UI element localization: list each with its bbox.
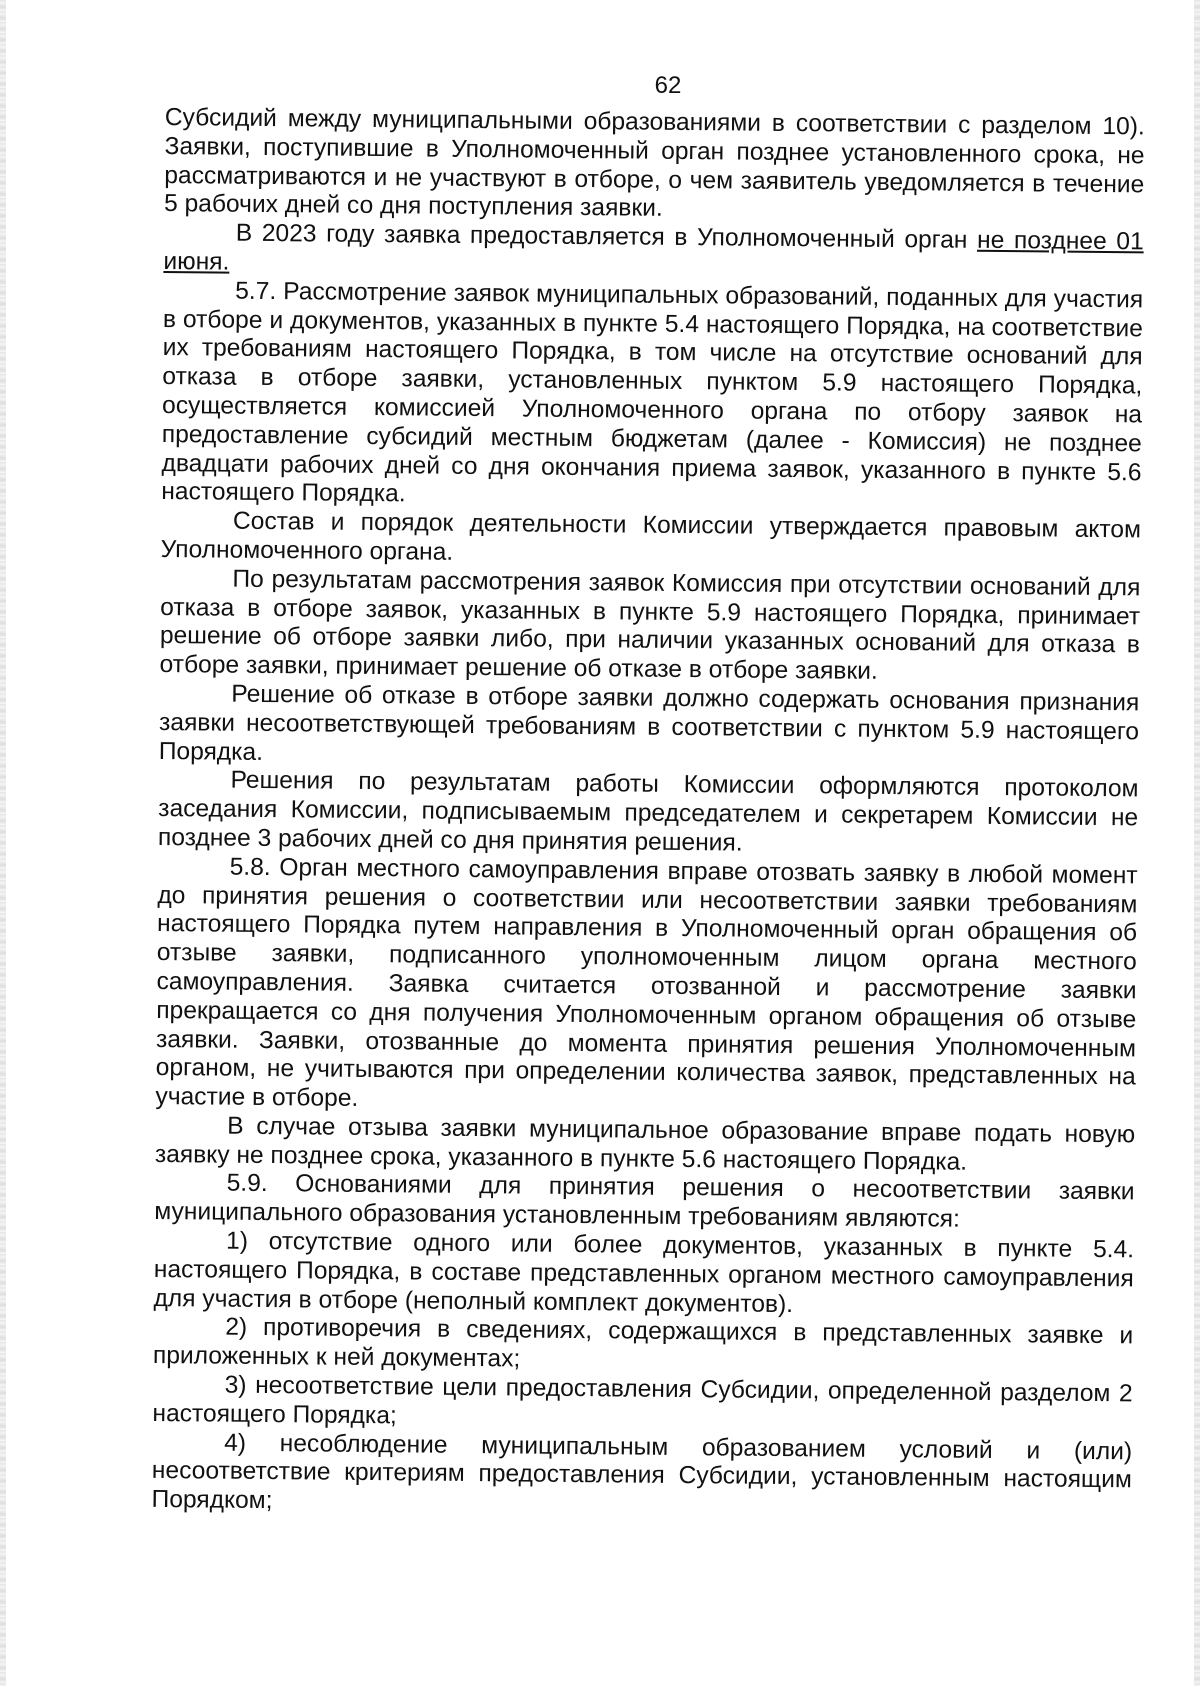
deadline-text: В 2023 году заявка предоставляется в Уполномоченный орган xyxy=(235,219,978,254)
list-item-3: 3) несоответствие цели предоставления Субсидии, определенной разделом 2 настоящего Порядка; xyxy=(152,1371,1133,1430)
paragraph-new-application: В случае отзыва заявки муниципальное образование вправе подать новую заявку не позднее срока, указанного в пункте 5.6 настоящего Порядка. xyxy=(154,1112,1136,1176)
page-number: 62 xyxy=(654,72,682,99)
list-item-1: 1) отсутствие одного или более документов, указанных в пункте 5.4. настоящего Порядка, в составе представленных органом местного самоуправления для участия в отборе (неполный комплект документов). xyxy=(153,1227,1135,1318)
list-item-2: 2) противоречия в сведениях, содержащихся в представленных заявке и приложенных к ней документах; xyxy=(152,1314,1134,1373)
list-item-4: 4) несоблюдение муниципальным образованием условий и (или) несоответствие критериям предоставления Субсидии, установленным настоящим Порядком; xyxy=(151,1429,1133,1515)
deadline-date-underlined: не позднее 01 июня. xyxy=(163,226,1144,276)
paragraph-5-9: 5.9. Основаниями для принятия решения о несоответствии заявки муниципального образования установленным требованиям являются: xyxy=(154,1170,1135,1233)
scan-edge-left xyxy=(0,0,6,1686)
paragraph-5-8: 5.8. Орган местного самоуправления вправе отозвать заявку в любой момент до принятия решения о соответствии или несоответствии заявки требованиям настоящего Порядка путем направления в Уполномоченный орган обращения об отзыве заявки, подписанного уполномоченным лицом органа местного самоуправления. Заявка считается отозванной и рассмотрение заявки прекращается со дня получения Уполномоченным органом обращения об отзыве заявки. Заявки, отозванные до момента принятия решения Уполномоченным органом, не учитываются при определении количества заявок, представленных на участие в отборе. xyxy=(155,853,1138,1112)
paragraph-commission-composition: Состав и порядок деятельности Комиссии утверждается правовым актом Уполномоченного органа. xyxy=(160,507,1142,566)
paragraph-5-7: 5.7. Рассмотрение заявок муниципальных образований, поданных для участия в отборе и документов, указанных в пункте 5.4 настоящего Порядка, на соответствие их требованиям настоящего Порядка, в том числе на отсутствие оснований для отказа в отборе заявки, установленных пунктом 5.9 настоящего Порядка, осуществляется комиссией Уполномоченного органа по отбору заявок на предоставление субсидий местным бюджетам (далее - Комиссия) не позднее двадцати рабочих дней со дня окончания приема заявок, указанного в пункте 5.6 настоящего Порядка. xyxy=(161,277,1144,508)
scan-edge-right xyxy=(1194,0,1200,1686)
paragraph-review-results: По результатам рассмотрения заявок Комиссия при отсутствии оснований для отказа в отборе заявок, указанных в пункте 5.9 настоящего Порядка, принимает решение об отборе заявки либо, при наличии указанных оснований для отказа в отборе заявки, принимает решение об отказе в отборе заявки. xyxy=(159,565,1141,686)
paragraph-protocol: Решения по результатам работы Комиссии оформляются протоколом заседания Комиссии, подписываемым председателем и секретарем Комиссии не позднее 3 рабочих дней со дня принятия решения. xyxy=(157,766,1139,857)
document-body xyxy=(151,104,1144,1524)
paragraph-continuation: Субсидий между муниципальными образованиями в соответствии с разделом 10). Заявки, поступившие в Уполномоченный орган позднее установленного срока, не рассматриваются и не участвуют в отборе, о чем заявитель уведомляется в течение 5 рабочих дней со дня поступления заявки. xyxy=(163,104,1145,223)
paragraph-refusal-decision: Решение об отказе в отборе заявки должно содержать основания признания заявки несоответствующей требованиям в соответствии с пунктом 5.9 настоящего Порядка. xyxy=(158,680,1140,766)
paragraph-deadline-2023 xyxy=(163,219,1144,286)
